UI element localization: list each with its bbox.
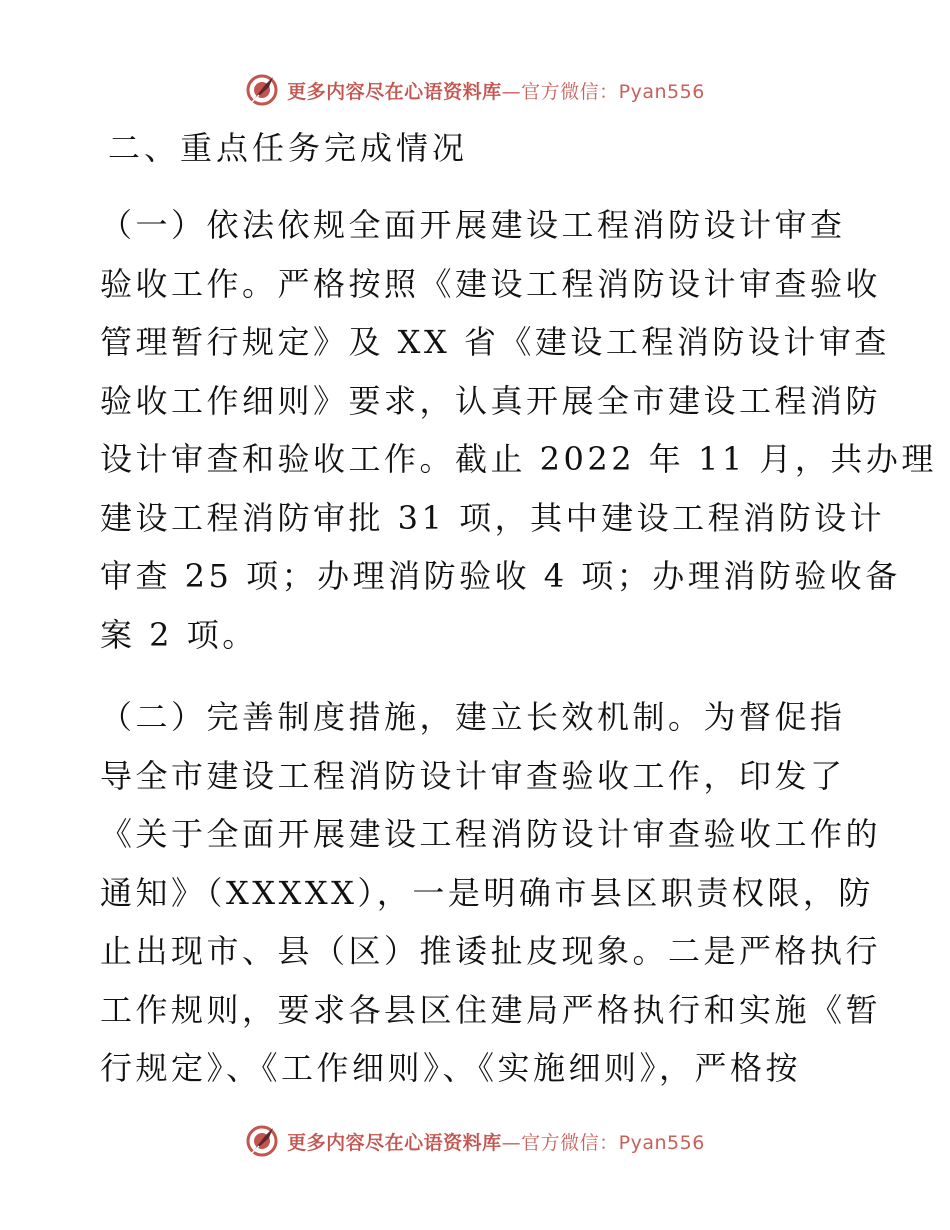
paragraph-line: 行规定》、《工作细则》、《实施细则》，严格按: [100, 1049, 802, 1087]
paragraph-line: 止出现市、县（区）推诿扯皮现象。二是严格执行: [100, 932, 882, 970]
paragraph-line: 验收工作细则》要求，认真开展全市建设工程消防: [100, 381, 882, 420]
watermark-text: [287, 1128, 705, 1155]
paragraph-line: 审查 25 项；办理消防验收 4 项；办理消防验收备: [100, 557, 901, 595]
watermark-text: [287, 77, 705, 104]
document-body: [100, 124, 937, 1098]
paragraph-line: 导全市建设工程消防设计审查验收工作，印发了: [100, 756, 846, 795]
paragraph-line: （一）依法依规全面开展建设工程消防设计审查: [100, 206, 846, 244]
section-heading: 二、重点任务完成情况: [108, 129, 469, 167]
paragraph-line: 管理暂行规定》及 XX 省《建设工程消防设计审查: [100, 323, 890, 361]
watermark-sub-text: —官方微信：Pyan556: [501, 80, 705, 103]
watermark-footer: [0, 1121, 950, 1161]
paragraph-line: 通知》（XXXXX），一是明确市县区职责权限，防: [100, 873, 874, 912]
paragraph-line: 设计审查和验收工作。截止 2022 年 11 月，共办理: [100, 440, 937, 478]
paragraph-line: 验收工作。严格按照《建设工程消防设计审查验收: [100, 264, 882, 303]
paragraph-line: （二）完善制度措施，建立长效机制。为督促指: [100, 698, 846, 736]
paragraph-2: [100, 688, 882, 1098]
watermark-main-text: 更多内容尽在心语资料库: [287, 1131, 502, 1154]
paragraph-line: 建设工程消防审批 31 项，其中建设工程消防设计: [100, 498, 886, 537]
paragraph-line: 工作规则，要求各县区住建局严格执行和实施《暂: [100, 990, 882, 1029]
quill-logo-icon: [245, 1124, 279, 1158]
paragraph-line: 案 2 项。: [100, 615, 258, 654]
watermark-header: [0, 70, 950, 110]
quill-logo-icon: [245, 73, 279, 107]
paragraph-line: 《关于全面开展建设工程消防设计审查验收工作的: [100, 815, 882, 853]
watermark-sub-text: —官方微信：Pyan556: [501, 1131, 705, 1154]
paragraph-1: [100, 196, 937, 664]
watermark-main-text: 更多内容尽在心语资料库: [287, 80, 502, 103]
